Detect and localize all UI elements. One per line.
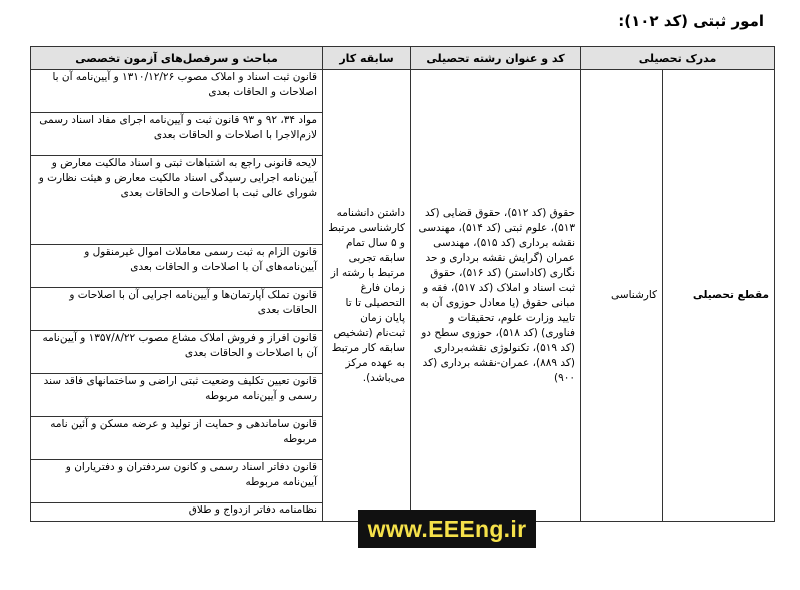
topic-cell: قانون الزام به ثبت رسمی معاملات اموال غیرمنقول و آیین‌نامه‌های آن با اصلاحات و الحاقات بعدی [31, 245, 323, 288]
requirements-table [30, 46, 775, 522]
topic-cell: قانون تعیین تکلیف وضعیت ثبتی اراضی و ساختمانهای فاقد سند رسمی و آیین‌نامه مربوطه [31, 374, 323, 417]
topic-cell: قانون ثبت اسناد و املاک مصوب ۱۳۱۰/۱۲/۲۶ و آیین‌نامه آن با اصلاحات و الحاقات بعدی [31, 70, 323, 113]
watermark-banner: www.EEEng.ir [358, 510, 536, 548]
level-cell: کارشناسی [581, 70, 663, 522]
topic-cell: قانون ساماندهی و حمایت از تولید و عرضه مسکن و آئین نامه مربوطه [31, 417, 323, 460]
table-row [31, 70, 775, 113]
topic-cell: قانون دفاتر اسناد رسمی و کانون سردفتران و دفتریاران و آیین‌نامه مربوطه [31, 460, 323, 503]
header-field: کد و عنوان رشته تحصیلی [411, 47, 581, 70]
page-title: امور ثبتی (کد ۱۰۲): [618, 12, 764, 30]
experience-cell: داشتن دانشنامه کارشناسی مرتبط و ۵ سال تمام سابقه تجربی مرتبط با رشته از زمان فارغ التحصیلی تا تا پایان زمان ثبت‌نام (تشخیص سابقه کار مرتبط به عهده مرکز می‌باشد). [323, 70, 411, 522]
header-degree: مدرک تحصیلی [581, 47, 775, 70]
topic-cell: لایحه قانونی راجع به اشتباهات ثبتی و اسناد مالکیت معارض و آیین‌نامه اجرایی رسیدگی اسناد مالکیت معارض و هیئت نظارت و شورای عالی ثبت با اصلاحات و الحاقات بعدی [31, 156, 323, 245]
field-cell: حقوق (کد ۵۱۲)، حقوق قضایی (کد ۵۱۳)، علوم ثبتی (کد ۵۱۴)، مهندسی نقشه برداری (کد ۵۱۵)، مهندسی عمران (گرایش نقشه برداری و حد نگاری (کاداستر) (کد ۵۱۶)، حقوق ثبت اسناد و املاک (کد ۵۱۷)، فقه و مبانی حقوق (یا معادل حوزوی آن به تایید وزارت علوم، تحقیقات و فناوری) (کد ۵۱۸)، حوزوی سطح دو (کد ۵۱۹)، تکنولوژی نقشه‌برداری (کد ۸۸۹)، عمران-نقشه برداری (کد ۹۰۰) [411, 70, 581, 522]
topic-cell: قانون تملک آپارتمان‌ها و آیین‌نامه اجرایی آن با اصلاحات و الحاقات بعدی [31, 288, 323, 331]
topic-cell: مواد ۳۴، ۹۲ و ۹۳ قانون ثبت و آیین‌نامه اجرای مفاد اسناد رسمی لازم‌الاجرا با اصلاحات و الحاقات بعدی [31, 113, 323, 156]
header-topics: مباحث و سرفصل‌های آزمون تخصصی [31, 47, 323, 70]
topic-cell: نظامنامه دفاتر ازدواج و طلاق [31, 503, 323, 522]
header-experience: سابقه کار [323, 47, 411, 70]
table-header-row [31, 47, 775, 70]
degree-label-cell: مقطع تحصیلی [663, 70, 775, 522]
topic-cell: قانون افراز و فروش املاک مشاع مصوب ۱۳۵۷/۸/۲۲ و آیین‌نامه آن با اصلاحات و الحاقات بعدی [31, 331, 323, 374]
